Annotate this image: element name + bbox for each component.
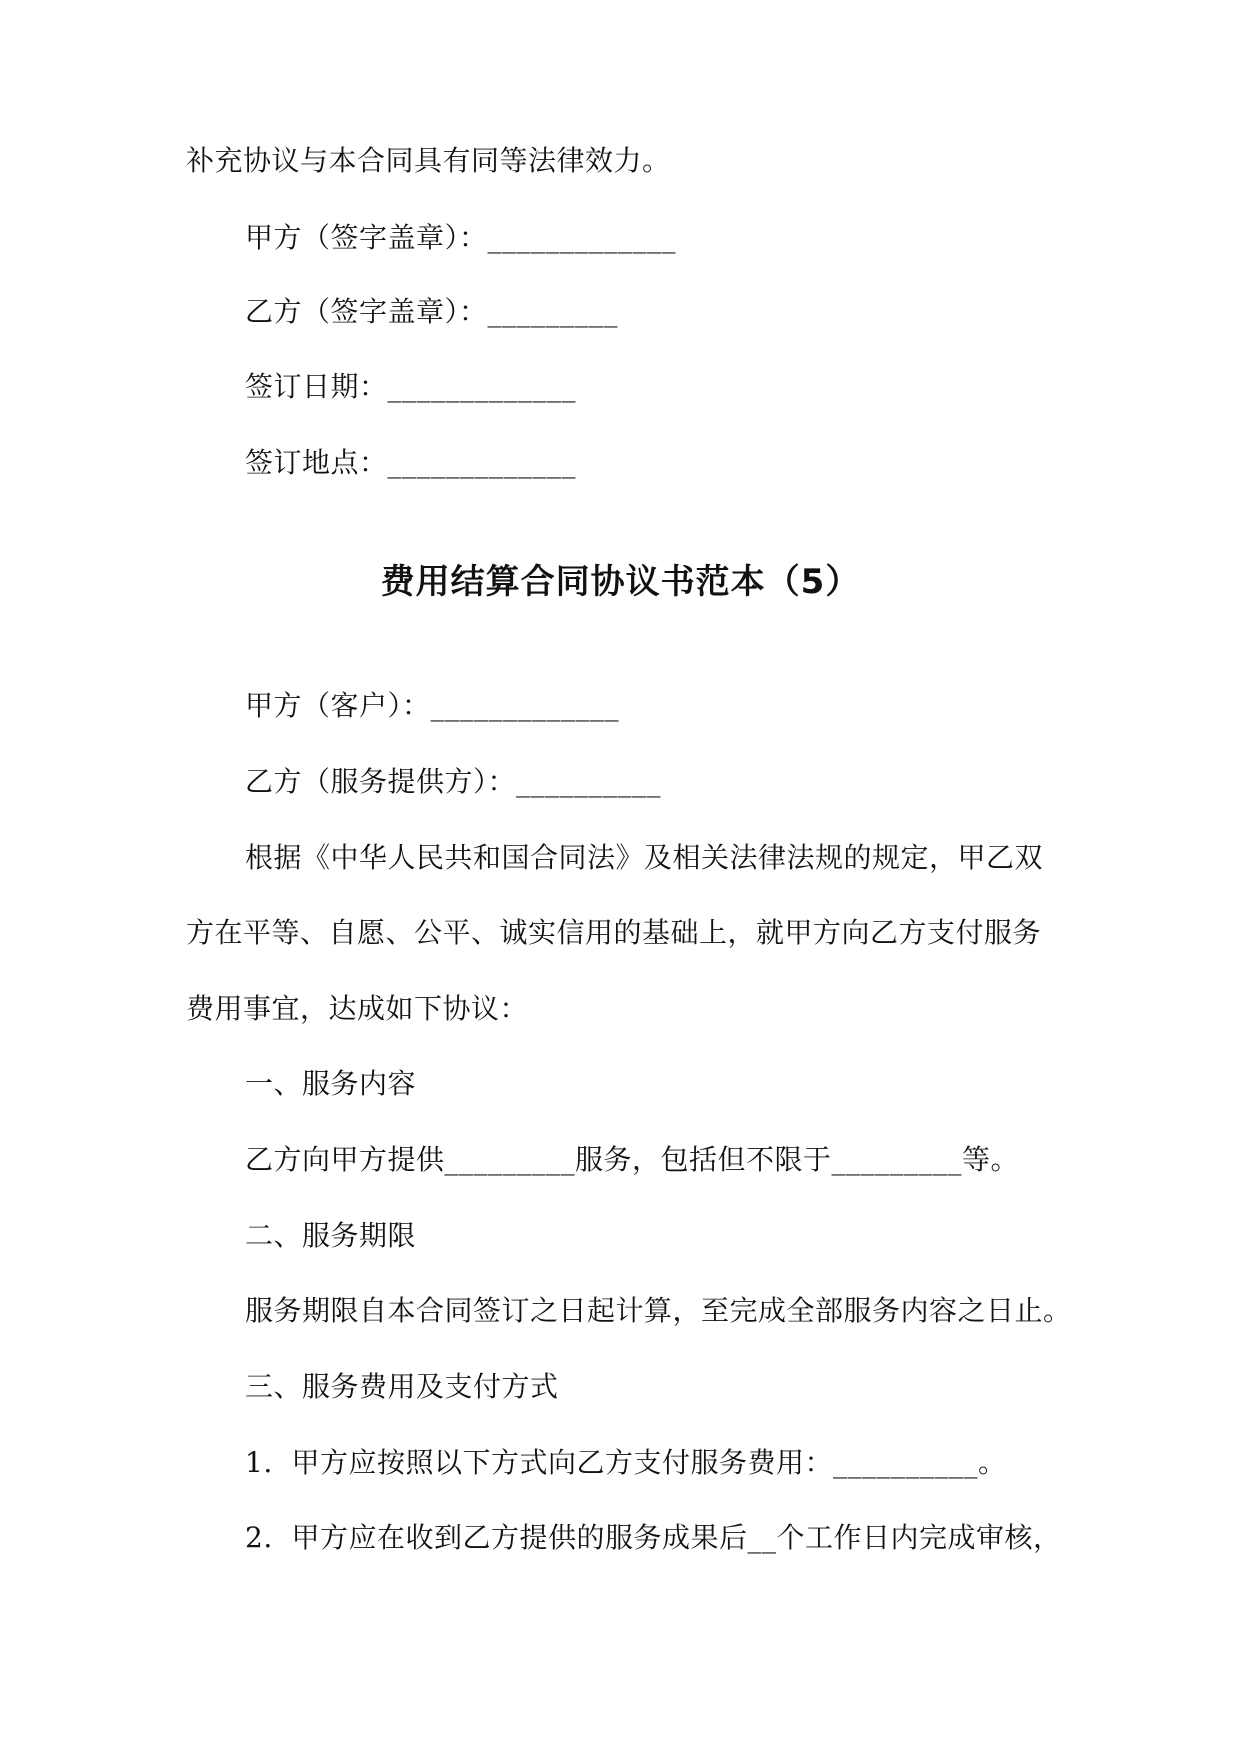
section-2-body: 服务期限自本合同签订之日起计算，至完成全部服务内容之日止。: [245, 1294, 1072, 1327]
section-1-heading: 一、服务内容: [245, 1067, 417, 1100]
preamble-line-3: 费用事宜，达成如下协议：: [186, 992, 529, 1025]
preamble-line-1: 根据《中华人民共和国合同法》及相关法律法规的规定，甲乙双: [245, 841, 1044, 874]
party-b-signature-line: 乙方（签字盖章）：_________: [245, 295, 619, 328]
signing-date-line: 签订日期：_____________: [245, 370, 577, 403]
preamble-line-2: 方在平等、自愿、公平、诚实信用的基础上，就甲方向乙方支付服务: [186, 916, 1042, 949]
section-2-heading: 二、服务期限: [245, 1219, 417, 1252]
section-3-item-1: 1. 甲方应按照以下方式向乙方支付服务费用：__________。: [245, 1446, 1007, 1479]
continuation-line: 补充协议与本合同具有同等法律效力。: [186, 144, 671, 177]
section-3-item-2: 2. 甲方应在收到乙方提供的服务成果后__个工作日内完成审核，: [245, 1521, 1062, 1554]
document-title: 费用结算合同协议书范本（5）: [380, 562, 861, 602]
section-1-body: 乙方向甲方提供_________服务，包括但不限于_________等。: [245, 1143, 1020, 1176]
section-3-heading: 三、服务费用及支付方式: [245, 1370, 559, 1403]
party-a-signature-line: 甲方（签字盖章）：_____________: [245, 221, 677, 254]
signing-place-line: 签订地点：_____________: [245, 446, 577, 479]
party-b-provider-line: 乙方（服务提供方）：__________: [245, 765, 662, 798]
party-a-client-line: 甲方（客户）：_____________: [245, 689, 620, 722]
